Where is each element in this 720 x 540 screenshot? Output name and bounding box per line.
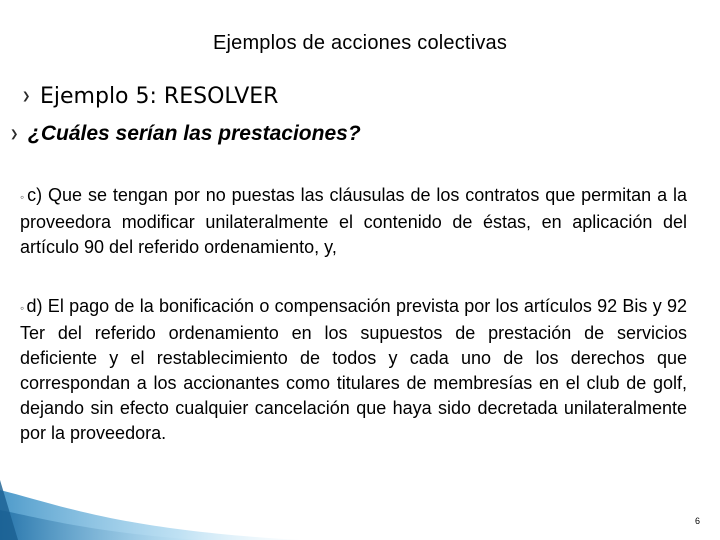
arrow-bullet-icon: ❯ — [10, 128, 19, 140]
paragraph-d-text: d) El pago de la bonificación o compensación prevista por los artículos 92 Bis y 92 Ter del referido ordenamiento en los supuestos de prestación de servicios deficiente y el restablecimiento de todos y cada uno de los derechos que correspondan a los accionantes como titulares de membresías en el club de golf, dejando sin efecto cualquier cancelación que haya sido decretada unilateralmente por la proveedora. — [20, 296, 687, 443]
circle-bullet-icon: ◦ — [20, 301, 25, 315]
page-number: 6 — [694, 516, 700, 526]
paragraph-c-text: c) Que se tengan por no puestas las cláusulas de los contratos que permitan a la proveedora modificar unilateralmente el contenido de éstas, en aplicación del artículo 90 del referido ordenamiento, y, — [20, 185, 687, 257]
paragraph-d — [20, 294, 687, 446]
circle-bullet-icon: ◦ — [20, 190, 26, 204]
paragraph-c — [20, 183, 687, 260]
decorative-wave — [0, 460, 300, 540]
question-line — [10, 122, 361, 146]
example-heading-line — [22, 84, 278, 109]
example-heading: Ejemplo 5: RESOLVER — [40, 84, 279, 109]
slide-title: Ejemplos de acciones colectivas — [212, 32, 508, 54]
arrow-bullet-icon: ❯ — [22, 91, 31, 102]
question-text: ¿Cuáles serían las prestaciones? — [28, 122, 361, 145]
